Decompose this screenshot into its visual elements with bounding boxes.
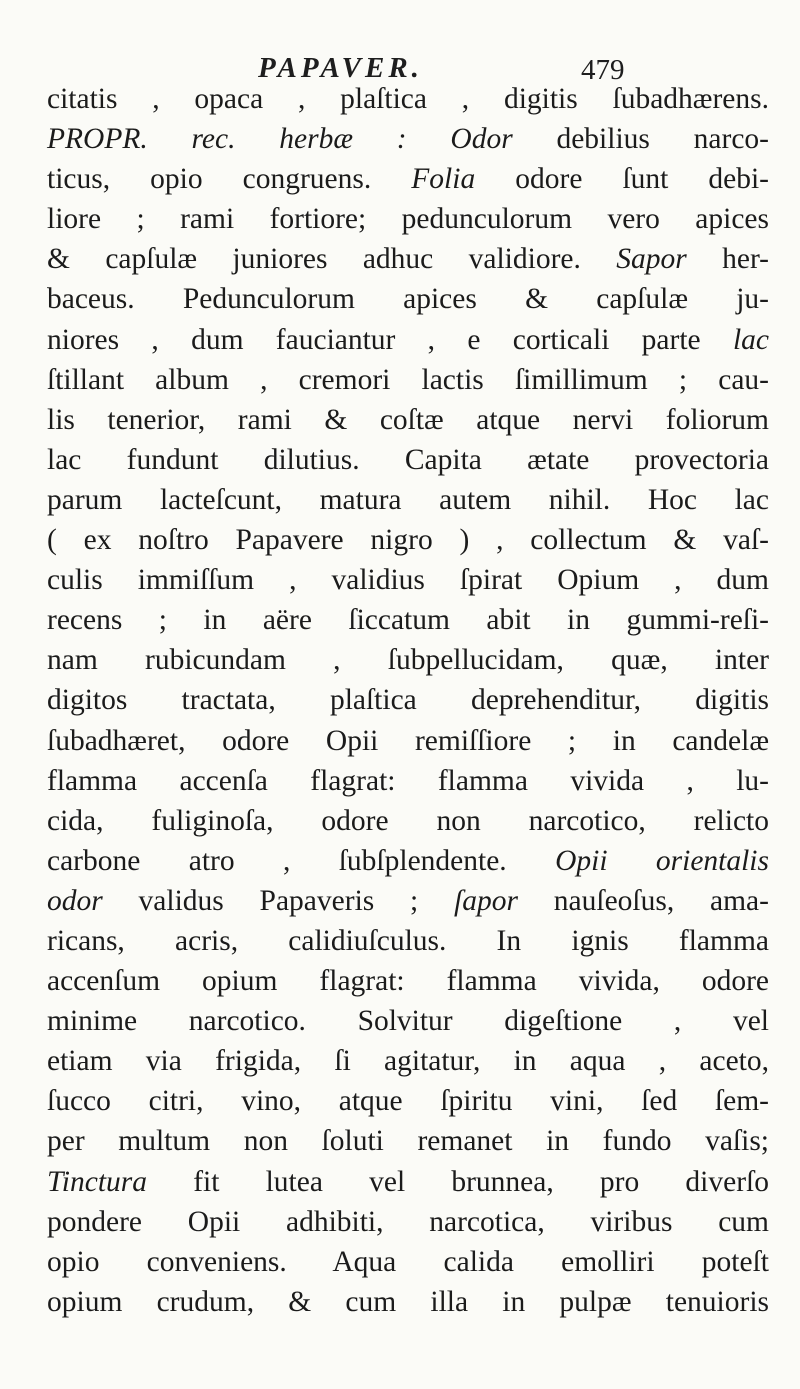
text-run: cida, fuliginoſa, odore non narcotico, relicto [47, 804, 769, 837]
text-run: ſucco citri, vino, atque ſpiritu vini, ſed ſem- [47, 1085, 769, 1118]
text-line [47, 640, 769, 680]
text-run: PROPR. rec. herbæ : Odor [47, 123, 513, 156]
text-line [47, 961, 769, 1001]
text-run: lac [732, 323, 769, 356]
text-run: liore ; rami fortiore; pedunculorum vero apices [47, 203, 769, 236]
text-run: Tinctura [47, 1165, 147, 1198]
text-line [47, 1282, 769, 1322]
text-run: recens ; in aëre ſiccatum abit in gummi-reſi- [47, 604, 769, 637]
text-line [47, 801, 769, 841]
text-run: Opii orientalis [555, 844, 769, 877]
text-run: Sapor [616, 243, 687, 276]
text-line [47, 520, 769, 560]
text-run: ſubadhæret, odore Opii remiſſiore ; in candelæ [47, 724, 769, 757]
text-line [47, 199, 769, 239]
text-line [47, 360, 769, 400]
text-line [47, 480, 769, 520]
text-run: lac fundunt dilutius. Capita ætate provectoria [47, 443, 769, 476]
text-run: ſapor [454, 884, 518, 917]
text-run: Folia [411, 163, 476, 196]
text-line [47, 320, 769, 360]
text-run: ( ex noſtro Papavere nigro ) , collectum & vaſ- [47, 524, 769, 557]
text-run: validus Papaveris ; [102, 884, 455, 917]
text-run: her- [686, 243, 770, 276]
text-line [47, 1041, 769, 1081]
text-run: fit lutea vel brunnea, pro diverſo [147, 1165, 769, 1198]
text-line [47, 1242, 769, 1282]
text-line [47, 159, 769, 199]
text-line [47, 1121, 769, 1161]
text-line [47, 1081, 769, 1121]
text-run: lis tenerior, rami & coſtæ atque nervi foliorum [47, 403, 769, 436]
text-run: nam rubicundam , ſubpellucidam, quæ, inter [47, 644, 769, 677]
text-line [47, 841, 769, 881]
text-line [47, 921, 769, 961]
text-run: odore ſunt debi- [475, 163, 769, 196]
text-line [47, 761, 769, 801]
text-line [47, 79, 769, 119]
text-line [47, 560, 769, 600]
text-line [47, 1001, 769, 1041]
text-run: parum lacteſcunt, matura autem nihil. Hoc lac [47, 483, 769, 516]
text-run: ſtillant album , cremori lactis ſimillimum ; cau- [47, 363, 769, 396]
text-line [47, 279, 769, 319]
text-run: nauſeoſus, ama- [517, 884, 769, 917]
text-run: pondere Opii adhibiti, narcotica, viribus cum [47, 1205, 769, 1238]
text-run: ticus, opio congruens. [47, 163, 412, 196]
text-line [47, 400, 769, 440]
text-line [47, 881, 769, 921]
text-run: opium crudum, & cum illa in pulpæ tenuioris [47, 1285, 769, 1318]
text-run: digitos tractata, plaſtica deprehenditur, digitis [47, 684, 769, 717]
text-line [47, 1202, 769, 1242]
text-line [47, 119, 769, 159]
body-text [47, 79, 769, 1322]
text-run: flamma accenſa flagrat: flamma vivida , lu- [47, 764, 769, 797]
text-run: accenſum opium flagrat: flamma vivida, odore [47, 965, 769, 998]
text-run: carbone atro , ſubſplendente. [47, 844, 556, 877]
text-run: per multum non ſoluti remanet in fundo vaſis; [47, 1125, 769, 1158]
text-line [47, 721, 769, 761]
text-line [47, 440, 769, 480]
text-run: minime narcotico. Solvitur digeſtione , vel [47, 1005, 769, 1038]
page-number: 479 [581, 54, 625, 86]
text-line [47, 680, 769, 720]
text-run: niores , dum fauciantur , e corticali parte [47, 323, 733, 356]
text-run: ricans, acris, calidiuſculus. In ignis flamma [47, 924, 769, 957]
text-run: odor [47, 884, 103, 917]
text-run: debilius narco- [512, 123, 769, 156]
text-line [47, 1162, 769, 1202]
text-line [47, 239, 769, 279]
text-line [47, 600, 769, 640]
text-run: & capſulæ juniores adhuc validiore. [47, 243, 617, 276]
text-run: citatis , opaca , plaſtica , digitis ſubadhærens. [47, 83, 769, 115]
text-run: culis immiſſum , validius ſpirat Opium , dum [47, 564, 769, 597]
running-title: PAPAVER. [258, 52, 423, 84]
text-run: baceus. Pedunculorum apices & capſulæ ju- [47, 283, 769, 316]
text-run: etiam via frigida, ſi agitatur, in aqua , aceto, [47, 1045, 769, 1078]
text-run: opio conveniens. Aqua calida emolliri poteſt [47, 1245, 769, 1278]
